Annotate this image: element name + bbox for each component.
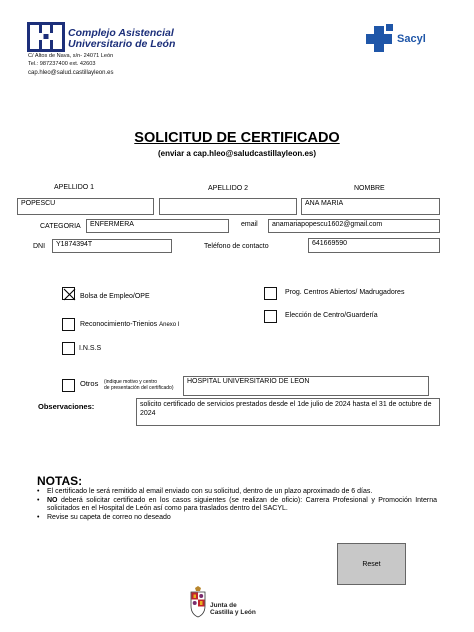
- complejo-logo-icon: [27, 22, 65, 52]
- apellido2-label: APELLIDO 2: [208, 185, 249, 192]
- email-input[interactable]: anamariapopescu1602@gmail.com: [268, 219, 440, 233]
- reconocimiento-label: [80, 321, 179, 328]
- note-item-1-text: El certificado le será remitido al email enviado con su solicitud, dentro de un plazo aproximado de 6 días.: [47, 488, 373, 495]
- sacyl-cross-icon: [364, 24, 394, 54]
- bolsa-label: Bolsa de Empleo/OPE: [80, 293, 150, 300]
- dni-label: DNI: [33, 243, 46, 250]
- junta-castilla-leon-emblem-icon: [188, 586, 208, 618]
- reconocimiento-checkbox[interactable]: [62, 318, 75, 331]
- eleccion-centro-checkbox[interactable]: [264, 310, 277, 323]
- otros-label: Otros: [80, 379, 99, 388]
- apellido2-input[interactable]: [159, 198, 297, 215]
- notes-list: [37, 488, 437, 522]
- inss-checkbox[interactable]: [62, 342, 75, 355]
- org-phone: Tel.: 987237400 ext. 42603: [28, 61, 96, 67]
- otros-note-line1: (indique motivo y centro: [104, 379, 158, 385]
- inss-label: I.N.S.S: [79, 345, 102, 352]
- otros-note-line2: de presentación del certificado): [104, 385, 174, 391]
- telefono-input[interactable]: 641669590: [308, 238, 440, 253]
- apellido1-input[interactable]: POPESCU: [17, 198, 154, 215]
- categoria-label: CATEGORIA: [40, 223, 81, 230]
- form-title: SOLICITUD DE CERTIFICADO: [134, 130, 340, 146]
- junta-line1: Junta de: [210, 602, 237, 609]
- otros-input[interactable]: HOSPITAL UNIVERSITARIO DE LEON: [183, 376, 429, 396]
- note-item-2-bold: NO: [47, 496, 58, 504]
- categoria-input[interactable]: ENFERMERA: [86, 219, 229, 233]
- reset-button[interactable]: Reset: [337, 543, 406, 585]
- sacyl-text: Sacyl: [397, 33, 426, 45]
- eleccion-centro-label: Elección de Centro/Guardería: [285, 312, 378, 319]
- dni-input[interactable]: Y1874394T: [52, 239, 172, 253]
- bolsa-checkbox[interactable]: [62, 287, 75, 300]
- email-label: email: [241, 221, 258, 228]
- note-item-2: [37, 497, 437, 514]
- prog-centros-label: Prog. Centros Abiertos/ Madrugadores: [285, 289, 405, 296]
- checkmark-x-icon: [63, 288, 76, 301]
- nombre-input[interactable]: ANA MARIA: [301, 198, 440, 215]
- telefono-label: Teléfono de contacto: [204, 243, 269, 250]
- observaciones-label: Observaciones:: [38, 402, 95, 411]
- org-name-line1: Complejo Asistencial: [68, 27, 174, 39]
- otros-checkbox[interactable]: [62, 379, 75, 392]
- form-subtitle: (enviar a cap.hleo@saludcastillayleon.es): [157, 149, 317, 158]
- anexo-text: Anexo I: [159, 322, 180, 328]
- prog-centros-checkbox[interactable]: [264, 287, 277, 300]
- org-address: C/ Altos de Nava, s/n- 24071 León: [28, 53, 114, 59]
- reconocimiento-text: Reconocimiento-Trienios: [80, 321, 158, 328]
- junta-line2: Castilla y León: [210, 609, 256, 616]
- org-email: cap.hleo@salud.castillayleon.es: [28, 70, 114, 76]
- note-item-3-text: Revise su capeta de correo no deseado: [47, 513, 171, 521]
- notes-title: NOTAS:: [37, 474, 83, 488]
- org-name-line2: Universitario de León: [68, 38, 176, 50]
- note-item-1: [37, 488, 437, 497]
- sacyl-logo: [364, 24, 434, 54]
- otros-note: [104, 379, 174, 391]
- note-item-3: [37, 514, 437, 523]
- nombre-label: NOMBRE: [354, 185, 385, 192]
- junta-castilla-leon-text: [210, 602, 256, 616]
- observaciones-textarea[interactable]: solicito certificado de servicios prestados desde el 1de julio de 2024 hasta el 31 de octubre de 2024: [136, 398, 440, 426]
- org-name: [68, 28, 175, 50]
- note-item-2-text: deberá solicitar certificado en los casos siguientes (se realizan de oficio): Carrera Profesional y Promoción Interna solicitados en el Hospital de León así como para traslados dentro del SACYL.: [47, 496, 437, 513]
- apellido1-label: APELLIDO 1: [54, 184, 95, 191]
